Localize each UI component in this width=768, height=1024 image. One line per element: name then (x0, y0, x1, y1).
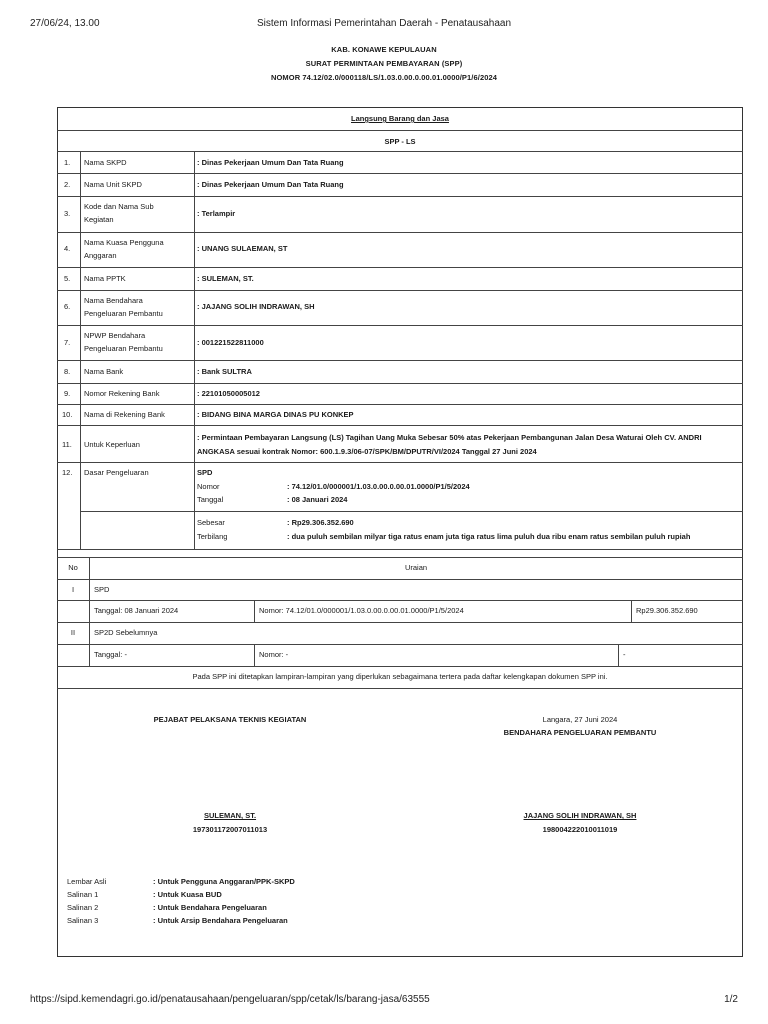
distribution-value-1: : Untuk Kuasa BUD (153, 890, 222, 899)
row-4-no: 4. (64, 244, 71, 253)
row-7-value: : 001221522811000 (197, 338, 264, 347)
signature-left-title: PEJABAT PELAKSANA TEKNIS KEGIATAN (153, 715, 307, 724)
row-5-value: : SULEMAN, ST. (197, 274, 254, 283)
dasar-tanggal-value: : 08 Januari 2024 (287, 495, 348, 504)
row-3-label-1: Kode dan Nama Sub (84, 202, 154, 211)
row-8-no: 8. (64, 367, 71, 376)
row-4-label-1: Nama Kuasa Pengguna (84, 238, 164, 247)
row-9-value: : 22101050005012 (197, 389, 260, 398)
row-2-label: Nama Unit SKPD (84, 180, 142, 189)
distribution-value-2: : Untuk Bendahara Pengeluaran (153, 903, 267, 912)
row-6-label-2: Pengeluaran Pembantu (84, 309, 163, 318)
row-3-value: : Terlampir (197, 209, 236, 218)
row-12-no: 12. (62, 468, 73, 477)
distribution-value-3: : Untuk Arsip Bendahara Pengeluaran (153, 916, 288, 925)
row-9-label: Nomor Rekening Bank (84, 389, 160, 398)
print-footer-url[interactable]: https://sipd.kemendagri.go.id/penatausahaan/pengeluaran/spp/cetak/ls/barang-jasa/63555 (30, 994, 430, 1005)
row-2-no: 2. (64, 180, 71, 189)
signature-right-place-date: Langara, 27 Juni 2024 (542, 715, 618, 724)
row-11-no: 11. (62, 440, 72, 449)
row-6-value: : JAJANG SOLIH INDRAWAN, SH (197, 302, 315, 311)
signature-right-title: BENDAHARA PENGELUARAN PEMBANTU (503, 728, 657, 737)
dasar-nomor-label: Nomor (197, 482, 220, 491)
dasar-sebesar-value: : Rp29.306.352.690 (287, 518, 354, 527)
uraian-section-1-tanggal: Tanggal: 08 Januari 2024 (94, 606, 179, 615)
row-3-no: 3. (64, 209, 71, 218)
uraian-section-2-title: SP2D Sebelumnya (94, 628, 158, 637)
uraian-section-1-amount: Rp29.306.352.690 (636, 606, 698, 615)
dasar-tanggal-label: Tanggal (197, 495, 224, 504)
uraian-note: Pada SPP ini ditetapkan lampiran-lampiran yang diperlukan sebagaimana tertera pada daftar kelengkapan dokumen SPP ini. (192, 672, 608, 681)
row-8-label: Nama Bank (84, 367, 124, 376)
signature-left-nip: 197301172007011013 (192, 825, 268, 834)
row-1-label: Nama SKPD (84, 158, 127, 167)
distribution-value-0: : Untuk Pengguna Anggaran/PPK-SKPD (153, 877, 295, 886)
uraian-section-2-tanggal: Tanggal: - (94, 650, 127, 659)
row-7-no: 7. (64, 338, 71, 347)
row-10-no: 10. (62, 410, 73, 419)
print-datetime: 27/06/24, 13.00 (30, 18, 100, 29)
row-3-label-2: Kegiatan (84, 215, 114, 224)
uraian-section-1-nomor: Nomor: 74.12/01.0/000001/1.03.0.00.0.00.01.0000/P1/5/2024 (259, 606, 464, 615)
uraian-section-2-nomor: Nomor: - (259, 650, 289, 659)
print-footer-page: 1/2 (724, 994, 738, 1005)
dasar-nomor-value: : 74.12/01.0/000001/1.03.0.00.0.00.01.0000/P1/5/2024 (287, 482, 470, 491)
uraian-col-uraian: Uraian (404, 563, 428, 572)
row-7-label-2: Pengeluaran Pembantu (84, 344, 163, 353)
row-4-label-2: Anggaran (84, 251, 117, 260)
dasar-terbilang-value: : dua puluh sembilan milyar tiga ratus enam juta tiga ratus lima puluh dua ribu enam ratus sembilan puluh rupiah (287, 532, 691, 541)
signature-left-name: SULEMAN, ST. (203, 811, 257, 820)
signature-right-name: JAJANG SOLIH INDRAWAN, SH (523, 811, 637, 820)
form-type-title: Langsung Barang dan Jasa (351, 114, 449, 123)
doc-region: KAB. KONAWE KEPULAUAN (331, 45, 437, 54)
uraian-col-no: No (68, 563, 78, 572)
dasar-sebesar-label: Sebesar (197, 518, 225, 527)
row-5-label: Nama PPTK (84, 274, 126, 283)
row-7-label-1: NPWP Bendahara (84, 331, 146, 340)
row-1-value: : Dinas Pekerjaan Umum Dan Tata Ruang (197, 158, 344, 167)
doc-title: SURAT PERMINTAAN PEMBAYARAN (SPP) (305, 59, 463, 68)
uraian-section-1-no: I (71, 585, 75, 594)
row-11-label: Untuk Keperluan (84, 440, 140, 449)
row-10-label: Nama di Rekening Bank (84, 410, 165, 419)
distribution-label-0: Lembar Asli (67, 877, 107, 886)
distribution-label-3: Salinan 3 (67, 916, 99, 925)
form-subtitle: SPP - LS (384, 137, 416, 146)
row-10-value: : BIDANG BINA MARGA DINAS PU KONKEP (197, 410, 354, 419)
dasar-heading: SPD (197, 468, 213, 477)
distribution-label-1: Salinan 1 (67, 890, 99, 899)
uraian-section-2-amount: - (623, 650, 626, 659)
doc-number: NOMOR 74.12/02.0/000118/LS/1.03.0.00.0.00.01.0000/P1/6/2024 (270, 73, 498, 82)
uraian-section-2-no: II (70, 628, 76, 637)
site-title: Sistem Informasi Pemerintahan Daerah - Penatausahaan (256, 18, 512, 29)
row-11-value-1: : Permintaan Pembayaran Langsung (LS) Tagihan Uang Muka Sebesar 50% atas Pekerjaan Pembangunan Jalan Desa Waturai Oleh CV. ANDRI (197, 433, 702, 442)
row-8-value: : Bank SULTRA (197, 367, 252, 376)
row-12-label: Dasar Pengeluaran (84, 468, 149, 477)
distribution-label-2: Salinan 2 (67, 903, 99, 912)
uraian-section-1-title: SPD (94, 585, 110, 594)
row-6-label-1: Nama Bendahara (84, 296, 143, 305)
row-6-no: 6. (64, 302, 71, 311)
row-2-value: : Dinas Pekerjaan Umum Dan Tata Ruang (197, 180, 344, 189)
row-4-value: : UNANG SULAEMAN, ST (197, 244, 288, 253)
signature-right-nip: 198004222010011019 (542, 825, 618, 834)
row-5-no: 5. (64, 274, 71, 283)
row-11-value-2: ANGKASA sesuai kontrak Nomor: 600.1.9.3/06-07/SPK/BM/DPUTR/VI/2024 Tanggal 27 Juni 2024 (197, 447, 537, 456)
row-1-no: 1. (64, 158, 71, 167)
row-9-no: 9. (64, 389, 71, 398)
dasar-terbilang-label: Terbilang (197, 532, 228, 541)
